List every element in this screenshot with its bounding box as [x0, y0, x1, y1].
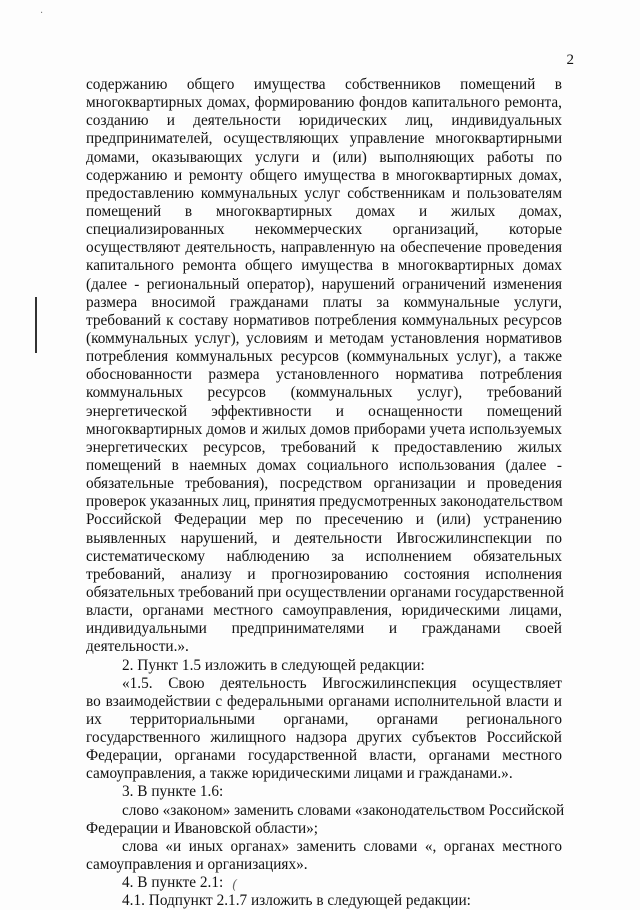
text-line: созданию и деятельности юридических лиц, индивидуальных	[86, 112, 562, 130]
text-line: деятельности.».	[86, 638, 189, 656]
text-line: коммунальных ресурсов (коммунальных услуг), требований	[86, 384, 562, 402]
text-line: специализированных некоммерческих организаций, которые	[86, 221, 562, 239]
text-line: обоснованности размера установленного норматива потребления	[86, 366, 562, 384]
text-line: помещений в наемных домах социального использования (далее -	[86, 456, 562, 474]
text-line: индивидуальными предпринимателями и гражданами своей	[86, 620, 562, 638]
text-line: осуществляют деятельность, направленную на обеспечение проведения	[86, 239, 562, 257]
text-line: государственного жилищного надзора других субъектов Российской	[86, 729, 562, 747]
text-line: помещений в многоквартирных домах и жилых домах,	[86, 202, 562, 220]
text-line: (далее - региональный оператор), нарушений ограничений изменения	[86, 275, 562, 293]
text-line: самоуправления, а также юридическими лицами и гражданами.».	[86, 765, 513, 783]
text-line: их территориальными органами, органами регионального	[86, 710, 562, 728]
text-line: Федерации, органами государственной власти, органами местного	[86, 747, 562, 765]
text-line: Федерации и Ивановской области»;	[86, 819, 319, 837]
document-body	[86, 76, 565, 910]
text-line: домами, оказывающих услуги и (или) выполняющих работы по	[86, 148, 562, 166]
text-line: содержанию общего имущества собственников помещений в	[86, 76, 562, 93]
text-line: содержанию и ремонту общего имущества в многоквартирных домах,	[86, 166, 562, 184]
text-line: энергетической эффективности и оснащенности помещений	[86, 402, 562, 420]
text-line: слова «и иных органах» заменить словами «, органах местного	[122, 837, 562, 855]
text-line: (коммунальных услуг), условиям и методам установления нормативов	[86, 329, 562, 347]
margin-bar	[35, 297, 37, 353]
text-line: самоуправления и организациях».	[86, 856, 308, 874]
text-line: обязательные требования), посредством организации и проведения	[86, 475, 562, 493]
text-line: энергетических ресурсов, требований к предоставлению жилых	[86, 438, 562, 456]
text-line: 4. В пункте 2.1:	[122, 874, 224, 892]
text-line: во взаимодействии с федеральными органами исполнительной власти и	[86, 692, 562, 710]
text-line: власти, органами местного самоуправления, юридическими лицами,	[86, 602, 562, 620]
text-line: многоквартирных домов и жилых домов приборами учета используемых	[86, 420, 562, 438]
text-line: требований к составу нормативов потребления коммунальных ресурсов	[86, 311, 562, 329]
text-line: Российской Федерации мер по пресечению и (или) устранению	[86, 511, 562, 529]
scan-mark-bottom: (	[232, 878, 238, 893]
text-line: капитального ремонта общего имущества в многоквартирных домах	[86, 257, 562, 275]
text-line: размера вносимой гражданами платы за коммунальные услуги,	[86, 293, 562, 311]
text-line: предпринимателей, осуществляющих управление многоквартирными	[86, 130, 562, 148]
text-line: обязательных требований при осуществлении органами государственной	[86, 583, 564, 601]
text-line: проверок указанных лиц, принятия предусмотренных законодательством	[86, 493, 563, 511]
text-line: 2. Пункт 1.5 изложить в следующей редакции:	[122, 656, 425, 674]
text-line: требований, анализу и прогнозированию состояния исполнения	[86, 565, 562, 583]
text-line: 4.1. Подпункт 2.1.7 изложить в следующей редакции:	[122, 892, 471, 910]
text-line: слово «законом» заменить словами «законодательством Российской	[122, 801, 565, 819]
text-line: «1.5. Свою деятельность Ивгосжилинспекция осуществляет	[122, 674, 562, 692]
page-number: 2	[566, 52, 574, 68]
text-line: потребления коммунальных ресурсов (коммунальных услуг), а также	[86, 348, 562, 366]
scan-mark-top: ·	[40, 8, 44, 19]
text-line: предоставлению коммунальных услуг собственникам и пользователям	[86, 184, 562, 202]
text-line: систематическому наблюдению за исполнением обязательных	[86, 547, 562, 565]
text-line: многоквартирных домах, формированию фондов капитального ремонта,	[86, 94, 562, 112]
text-line: выявленных нарушений, и деятельности Ивгосжилинспекции по	[86, 529, 562, 547]
text-line: 3. В пункте 1.6:	[122, 783, 224, 801]
